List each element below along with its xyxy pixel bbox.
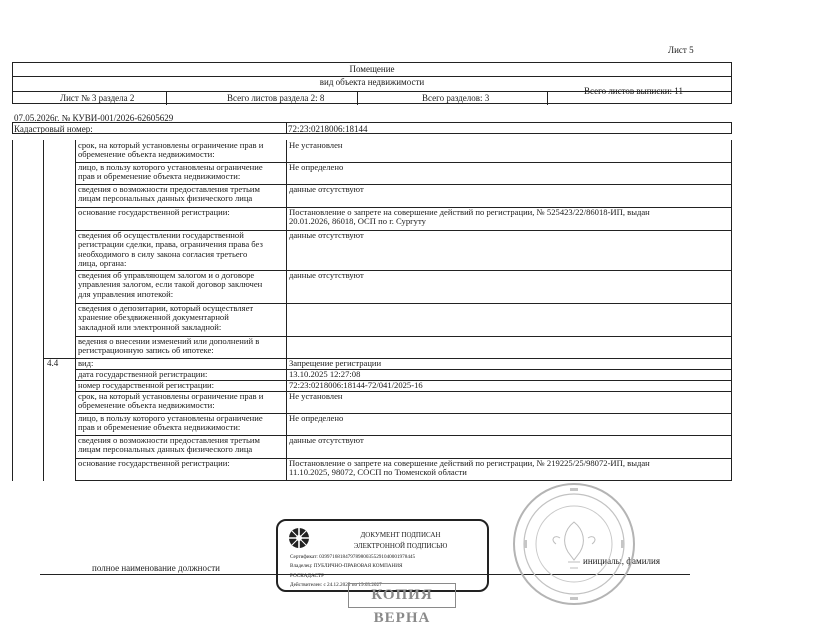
sheet-section: Лист № 3 раздела 2 bbox=[60, 93, 135, 103]
field-label bbox=[78, 381, 284, 390]
official-seal-icon bbox=[512, 482, 636, 606]
field-label-line: сведения об осуществлении государственной bbox=[78, 230, 244, 240]
field-label-line: вид: bbox=[78, 358, 94, 368]
field-value bbox=[289, 414, 729, 423]
stamp-owner: Владелец: ПУБЛИЧНО-ПРАВОВАЯ КОМПАНИЯ bbox=[290, 563, 403, 569]
field-value bbox=[289, 436, 729, 445]
field-label-line: необходимого в силу закона согласия третьего bbox=[78, 248, 248, 259]
field-value-line: 13.10.2025 12:27:08 bbox=[289, 369, 361, 379]
field-label-line: управления залогом, если такой договор заключен bbox=[78, 279, 263, 290]
field-label-line: срок, на который установлены ограничение прав и bbox=[78, 140, 264, 150]
field-label bbox=[78, 359, 284, 368]
field-label bbox=[78, 436, 284, 455]
field-value-line: Постановление о запрете на совершение действий по регистрации, № 219225/25/98072-ИП, выдан bbox=[289, 458, 650, 468]
field-value-line: Не определено bbox=[289, 413, 344, 423]
object-type-caption: вид объекта недвижимости bbox=[319, 77, 425, 87]
field-label-line: сведения о возможности предоставления третьим bbox=[78, 435, 260, 445]
total-sheets-extract: Всего листов выписки: 11 bbox=[584, 86, 683, 96]
field-label-line: лицо, в пользу которого установлены ограничение bbox=[78, 413, 263, 423]
field-value bbox=[289, 370, 729, 379]
field-value bbox=[289, 359, 729, 368]
object-title: Помещение bbox=[349, 64, 395, 74]
field-label-line: закладной или электронной закладной: bbox=[78, 321, 222, 332]
field-label bbox=[78, 304, 284, 332]
field-label bbox=[78, 459, 284, 468]
field-label-line: лицам персональных данных физического лица bbox=[78, 193, 253, 204]
stamp-owner-name: РОСКАДАСТР bbox=[290, 573, 324, 579]
copy-certified-stamp: КОПИЯ ВЕРНА bbox=[348, 583, 456, 608]
sheet-number: Лист 5 bbox=[668, 45, 694, 55]
field-value-line: Запрещение регистрации bbox=[289, 358, 382, 368]
cadastral-number: 72:23:0218006:18144 bbox=[288, 124, 368, 134]
field-value-line: данные отсутствуют bbox=[289, 270, 364, 280]
field-value-line: Не установлен bbox=[289, 391, 343, 401]
field-label-line: лица, органа: bbox=[78, 258, 127, 269]
field-value bbox=[289, 208, 729, 227]
field-label-line: сведения о возможности предоставления третьим bbox=[78, 184, 260, 194]
name-label: инициалы, фамилия bbox=[583, 556, 660, 566]
extract-registration: 07.05.2026г. № КУВИ-001/2026-62605629 bbox=[14, 113, 174, 123]
info-row bbox=[12, 86, 732, 105]
field-label-line: регистрации сделки, права, ограничения права без bbox=[78, 239, 263, 250]
field-label-line: прав и обременение объекта недвижимости: bbox=[78, 422, 241, 433]
field-value-line: Не определено bbox=[289, 162, 344, 172]
stamp-subtitle: ЭЛЕКТРОННОЙ ПОДПИСЬЮ bbox=[353, 542, 448, 550]
total-sections: Всего разделов: 3 bbox=[422, 93, 490, 103]
cadastral-label: Кадастровый номер: bbox=[14, 124, 93, 134]
stamp-title: ДОКУМЕНТ ПОДПИСАН bbox=[360, 531, 441, 539]
field-label bbox=[78, 414, 284, 433]
field-label-line: ведения о внесении изменений или дополнений в bbox=[78, 336, 260, 346]
stamp-validity: Действителен: с 24.12.2025 по 19.03.2027 bbox=[290, 582, 382, 588]
field-label bbox=[78, 185, 284, 204]
field-label-line: номер государственной регистрации: bbox=[78, 380, 215, 390]
field-value-line: данные отсутствуют bbox=[289, 230, 364, 240]
position-label: полное наименование должности bbox=[92, 563, 220, 573]
field-label bbox=[78, 337, 284, 356]
field-label-line: лицам персональных данных физического лица bbox=[78, 444, 253, 455]
field-value-line: 11.10.2025, 98072, СОСП по Тюменской области bbox=[289, 467, 467, 478]
field-value bbox=[289, 163, 729, 172]
field-label bbox=[78, 208, 284, 217]
cadastral-row bbox=[12, 122, 732, 134]
field-label bbox=[78, 141, 284, 160]
field-label bbox=[78, 231, 284, 269]
field-value bbox=[289, 459, 729, 478]
field-value bbox=[289, 392, 729, 401]
field-label-line: регистрационную запись об ипотеке: bbox=[78, 345, 214, 356]
field-value-line: Не установлен bbox=[289, 140, 343, 150]
row-number: 4.4 bbox=[47, 358, 59, 368]
field-value bbox=[289, 185, 729, 194]
field-label bbox=[78, 163, 284, 182]
rosreestr-logo-icon bbox=[288, 527, 310, 549]
field-value bbox=[289, 141, 729, 150]
field-value-line: Постановление о запрете на совершение действий по регистрации, № 525423/22/86018-ИП, выдан bbox=[289, 207, 650, 217]
field-label-line: основание государственной регистрации: bbox=[78, 207, 230, 217]
field-value bbox=[289, 381, 729, 390]
field-label-line: сведения об управляющем залогом и о договоре bbox=[78, 270, 255, 280]
field-value-line: 72:23:0218006:18144-72/041/2025-16 bbox=[289, 380, 423, 390]
field-value bbox=[289, 271, 729, 280]
field-label-line: дата государственной регистрации: bbox=[78, 369, 208, 379]
field-label-line: обременение объекта недвижимости: bbox=[78, 400, 215, 411]
field-value-line: 20.01.2026, 86018, ОСП по г. Сургуту bbox=[289, 216, 426, 227]
field-value bbox=[289, 231, 729, 240]
field-label-line: обременение объекта недвижимости: bbox=[78, 149, 215, 160]
field-label bbox=[78, 392, 284, 411]
field-label-line: срок, на который установлены ограничение прав и bbox=[78, 391, 264, 401]
total-sheets-section: Всего листов раздела 2: 8 bbox=[227, 93, 325, 103]
field-label-line: для управления ипотекой: bbox=[78, 288, 174, 299]
field-value-line: данные отсутствуют bbox=[289, 184, 364, 194]
stamp-certificate: Сертификат: 0399716818479789800355291040001978445 bbox=[290, 554, 416, 560]
field-label-line: лицо, в пользу которого установлены ограничение bbox=[78, 162, 263, 172]
field-label bbox=[78, 370, 284, 379]
electronic-signature-stamp bbox=[276, 519, 489, 592]
field-label-line: прав и обременение объекта недвижимости: bbox=[78, 171, 241, 182]
field-label-line: сведения о депозитарии, который осуществляет bbox=[78, 303, 254, 313]
field-label bbox=[78, 271, 284, 299]
field-value-line: данные отсутствуют bbox=[289, 435, 364, 445]
encumbrance-table bbox=[12, 140, 732, 481]
field-label-line: хранение обездвиженной документарной bbox=[78, 312, 229, 323]
field-label-line: основание государственной регистрации: bbox=[78, 458, 230, 468]
